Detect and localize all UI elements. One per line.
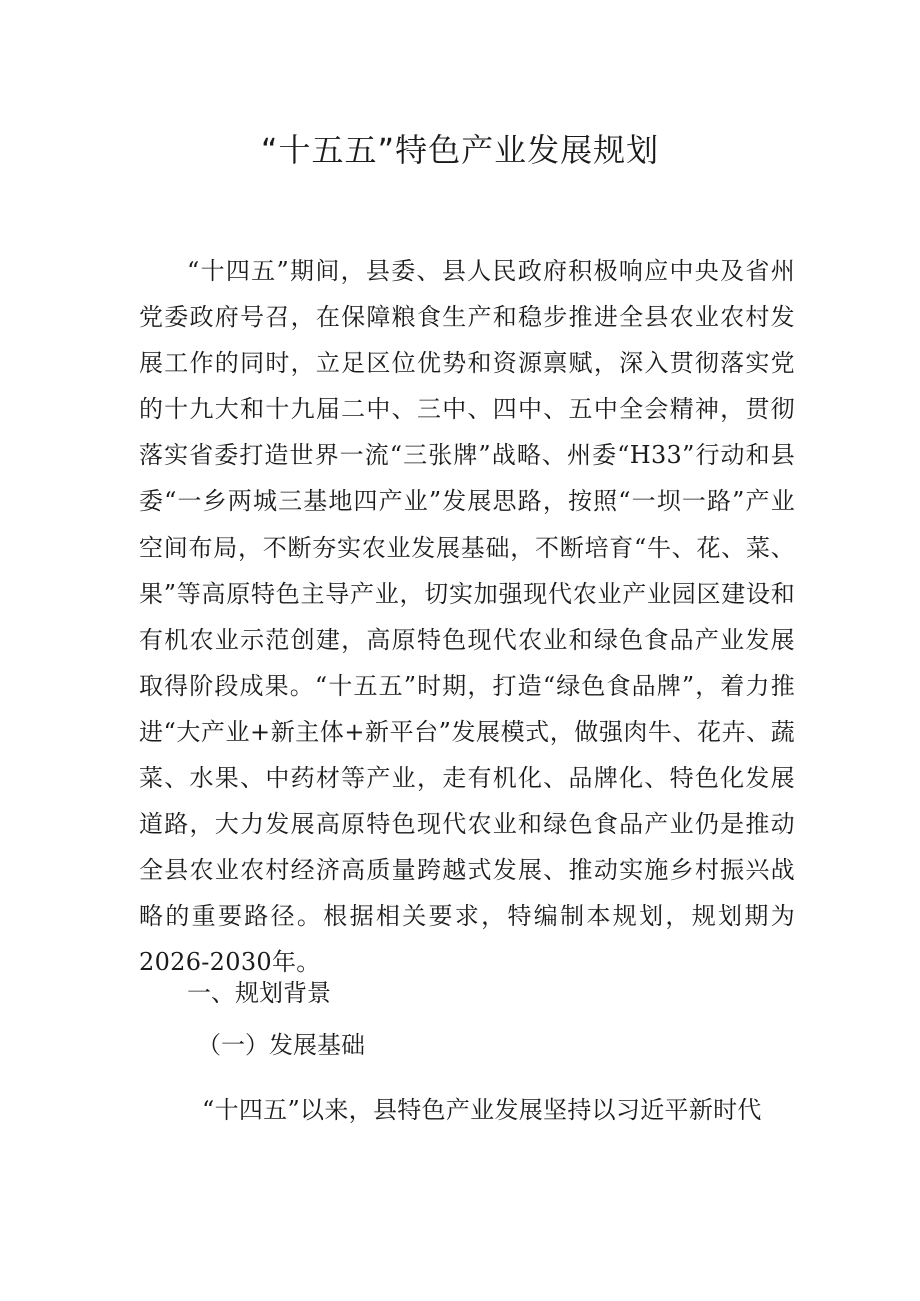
document-title: “十五五”特色产业发展规划 (260, 131, 660, 169)
subsection-heading-development-basis: （一）发展基础 (197, 1031, 365, 1059)
section-heading-background: 一、规划背景 (187, 979, 331, 1007)
intro-paragraph: “十四五”期间，县委、县人民政府积极响应中央及省州党委政府号召，在保障粮食生产和稳步推进全县农业农村发展工作的同时，立足区位优势和资源禀赋，深入贯彻落实党的十九大和十九届二中、三中、四中、五中全会精神，贯彻落实省委打造世界一流“三张牌”战略、州委“H33”行动和县委“一乡两城三基地四产业”发展思路，按照“一坝一路”产业空间布局，不断夯实农业发展基础，不断培育“牛、花、菜、果”等高原特色主导产业，切实加强现代农业产业园区建设和有机农业示范创建，高原特色现代农业和绿色食品产业发展取得阶段成果。“十五五”时期，打造“绿色食品牌”，着力推进“大产业+新主体+新平台”发展模式，做强肉牛、花卉、蔬菜、水果、中药材等产业，走有机化、品牌化、特色化发展道路，大力发展高原特色现代农业和绿色食品产业仍是推动全县农业农村经济高质量跨越式发展、推动实施乡村振兴战略的重要路径。根据相关要求，特编制本规划，规划期为2026-2030年。 (139, 257, 795, 977)
section-paragraph: “十四五”以来，县特色产业发展坚持以习近平新时代 (202, 1096, 762, 1124)
